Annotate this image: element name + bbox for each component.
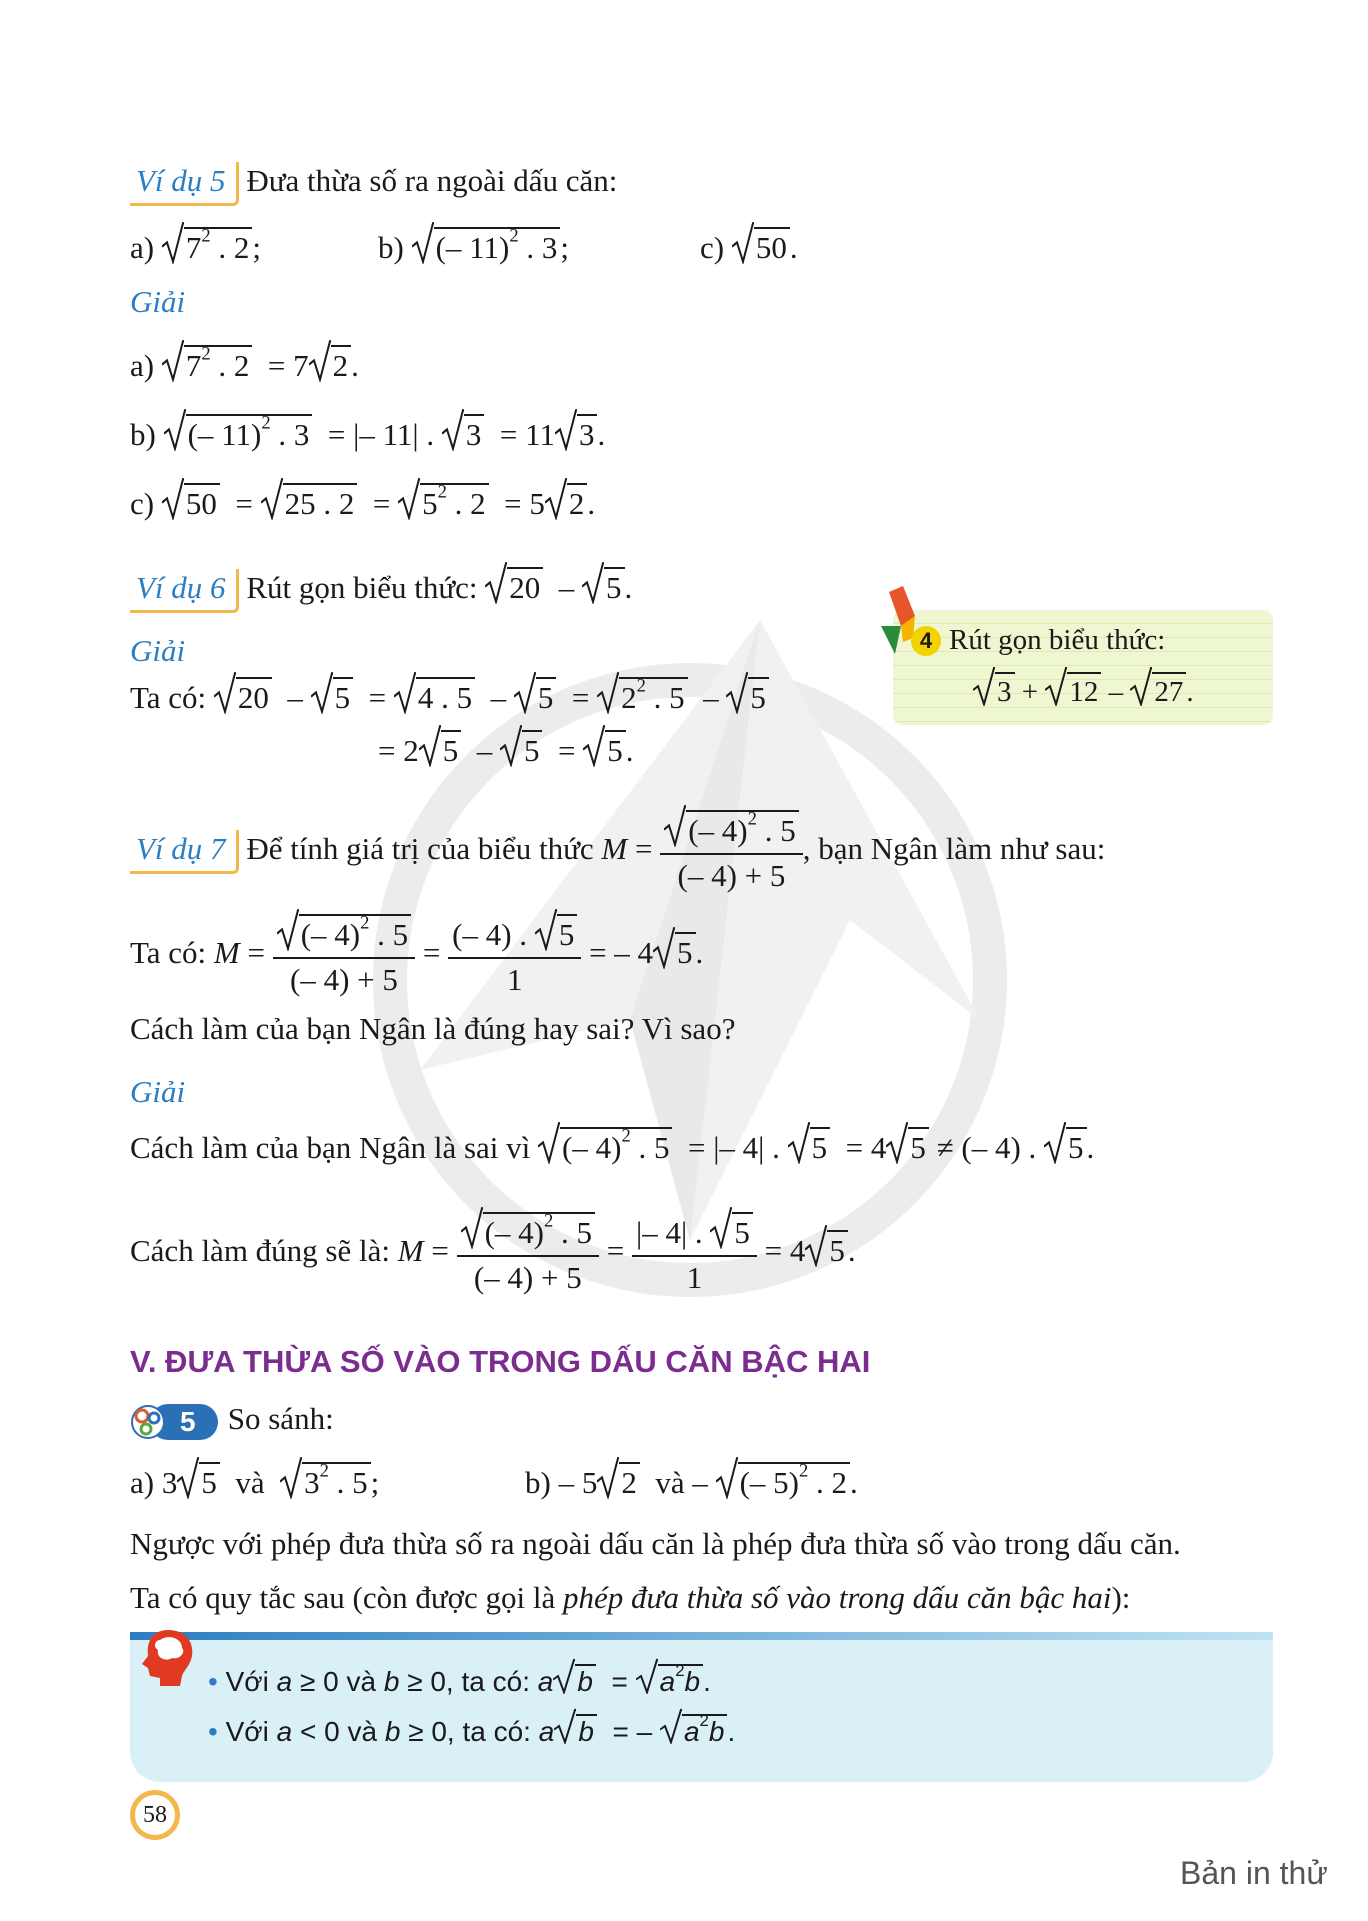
ex5-solution-c: c) 50 = 25 . 2 = $5^2$ . 2 = 5 2. bbox=[130, 481, 595, 524]
example-7-header: Ví dụ 7 Để tính giá trị của biểu thức M = $\frac{(- 4)^2 . 5}{(- 4) + 5}$ , bạn Ngân làm như sau: bbox=[130, 808, 1105, 896]
example-5-title: Đưa thừa số ra ngoài dấu căn: bbox=[246, 163, 618, 198]
brain-head-icon bbox=[140, 1626, 196, 1688]
ex7-correct-way: Cách làm đúng sẽ là: M = $\frac{(- 4)^2 . 5}{(- 4) + 5}$ = |– 4| . 5 1 = 4 5. bbox=[130, 1210, 856, 1298]
footer-draft-label: Bản in thử bbox=[1180, 1855, 1328, 1891]
ex5-problem-c: c) 50. bbox=[700, 225, 798, 268]
example-6-badge: Ví dụ 6 bbox=[130, 569, 239, 613]
activity-5-number: 5 bbox=[180, 1405, 196, 1437]
ex5-problem-a: a) $7^2$ . 2; bbox=[130, 225, 261, 268]
example-7-after: , bạn Ngân làm như sau: bbox=[802, 830, 1106, 866]
rule-box bbox=[130, 1632, 1273, 1782]
page-number: 58 bbox=[143, 1802, 167, 1828]
ex7-solution-label: Giải bbox=[130, 1074, 186, 1109]
section-heading: V. ĐƯA THỪA SỐ VÀO TRONG DẤU CĂN BẬC HAI bbox=[130, 1344, 871, 1379]
example-5-badge: Ví dụ 5 bbox=[130, 162, 239, 206]
practice-4-expression: 3 + 12 – 27 . bbox=[973, 670, 1194, 710]
ex6-solution-line2: = 2 5 – 5 = 5. bbox=[378, 728, 633, 771]
paragraph-2: Ta có quy tắc sau (còn được gọi là phép đưa thừa số vào trong dấu căn bậc hai): bbox=[130, 1580, 1131, 1615]
practice-4-title: Rút gọn biểu thức: bbox=[949, 624, 1166, 656]
example-7-badge: Ví dụ 7 bbox=[130, 830, 239, 874]
ex7-question: Cách làm của bạn Ngân là đúng hay sai? Vì sao? bbox=[130, 1011, 736, 1046]
page-number-badge bbox=[130, 1790, 180, 1840]
activity-5-title: So sánh: bbox=[227, 1401, 334, 1436]
ex5-solution-a: a) $7^2$ . 2 = 7 2. bbox=[130, 343, 359, 386]
example-6-header: Ví dụ 6 Rút gọn biểu thức: 20 – 5. bbox=[130, 565, 632, 613]
practice-box-4 bbox=[893, 610, 1273, 725]
example-7-intro: Để tính giá trị của biểu thức bbox=[246, 830, 594, 866]
ex6-solution-label: Giải bbox=[130, 633, 186, 668]
ex7-student-work: Ta có: M = $\frac{(- 4)^2 . 5}{(- 4) + 5}$ = (– 4) . 5 1 = – 4 5. bbox=[130, 912, 703, 1000]
paragraph-1: Ngược với phép đưa thừa số ra ngoài dấu căn là phép đưa thừa số vào trong dấu căn. bbox=[130, 1526, 1181, 1561]
ex5-solution-b: b) (– 11)$^2$ . 3 = |– 11| . 3 = 11 3. bbox=[130, 412, 605, 455]
rule-line-2: • Với a < 0 và b ≥ 0, ta có: a b = – $a^2b$ . bbox=[208, 1710, 736, 1747]
ex5-solution-label: Giải bbox=[130, 284, 186, 319]
example-5-header bbox=[130, 162, 617, 206]
ex5-problem-b: b) (– 11)$^2$ . 3; bbox=[378, 225, 569, 268]
ex7-wrong-explanation: Cách làm của bạn Ngân là sai vì (– 4)$^2$ . 5 = |– 4| . 5 = 4 5 ≠ (– 4) . 5. bbox=[130, 1125, 1094, 1168]
activity-5-header bbox=[130, 1400, 334, 1443]
activity-5-b: b) – 5 2 và – (– 5)$^2$ . 2. bbox=[525, 1460, 858, 1503]
rule-line-1: • Với a ≥ 0 và b ≥ 0, ta có: a b = $a^2b$ . bbox=[208, 1660, 711, 1697]
ex6-solution-line1: Ta có: 20 – 5 = 4 . 5 – 5 = $2^2$ . 5 – 5 bbox=[130, 675, 769, 718]
gears-icon bbox=[130, 1401, 220, 1443]
practice-4-number: 4 bbox=[911, 626, 941, 656]
example-6-title: Rút gọn biểu thức: bbox=[246, 570, 478, 605]
activity-5-a: a) 3 5 và $3^2$ . 5; bbox=[130, 1460, 379, 1503]
